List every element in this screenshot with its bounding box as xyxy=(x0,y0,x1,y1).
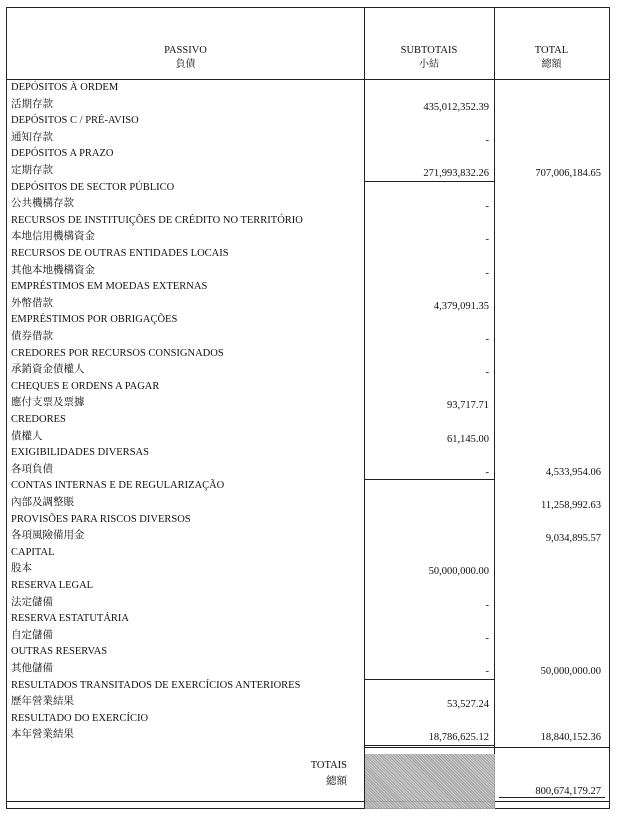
row-label: CREDORES POR RECURSOS CONSIGNADOS xyxy=(11,347,224,359)
header-total-label-zh: 總額 xyxy=(541,59,562,70)
subtotal-underline xyxy=(365,479,494,480)
subtotal-value: 50,000,000.00 xyxy=(428,566,489,578)
subtotal-value: 435,012,352.39 xyxy=(423,101,489,113)
header-subtotais-label-zh: 小結 xyxy=(419,59,439,70)
total-value: 18,840,152.36 xyxy=(540,732,601,744)
subtotal-value: - xyxy=(485,666,489,677)
row-label: 法定儲備 xyxy=(11,596,53,608)
subtotal-value: - xyxy=(485,234,489,246)
subtotal-value: - xyxy=(485,334,489,345)
grand-total-underline xyxy=(499,797,605,798)
row-label: DEPÓSITOS DE SECTOR PÚBLICO xyxy=(11,181,175,193)
subtotal-value: - xyxy=(485,466,489,478)
row-label: 外幣借款 xyxy=(11,297,53,309)
row-label: 本年營業結果 xyxy=(11,729,74,741)
row-label: 股本 xyxy=(11,563,32,575)
subtotal-value: 271,993,832.26 xyxy=(423,168,489,179)
row-label: CONTAS INTERNAS E DE REGULARIZAÇÃO xyxy=(11,480,225,492)
row-label: CREDORES xyxy=(11,414,66,425)
row-label: 應付支票及票據 xyxy=(11,397,85,409)
total-value: 9,034,895.57 xyxy=(545,533,601,545)
subtotal-value: 61,145.00 xyxy=(447,433,489,445)
row-label: 其他儲備 xyxy=(11,663,53,674)
row-label: EMPRÉSTIMOS POR OBRIGAÇÕES xyxy=(11,314,178,326)
row-label: 各項風險備用金 xyxy=(11,530,85,542)
subtotal-value: 18,786,625.12 xyxy=(428,732,489,744)
subtotal-value: - xyxy=(485,201,489,213)
header-passivo-label-zh: 負債 xyxy=(175,59,196,70)
header-passivo xyxy=(7,44,364,72)
subtotal-underline xyxy=(365,679,494,680)
row-label: 債券借款 xyxy=(11,331,53,342)
row-label: RESULTADOS TRANSITADOS DE EXERCÍCIOS ANTERIORES xyxy=(11,679,301,691)
subtotal-value: 93,717.71 xyxy=(447,400,489,412)
subtotal-value: 4,379,091.35 xyxy=(433,300,489,312)
subtotal-value: - xyxy=(485,632,489,644)
row-label: 各項負債 xyxy=(11,463,53,475)
total-value: 11,258,992.63 xyxy=(541,500,601,511)
row-label: EMPRÉSTIMOS EM MOEDAS EXTERNAS xyxy=(11,281,208,293)
subtotal-underline xyxy=(365,181,494,182)
totals-shaded-cell xyxy=(365,754,495,809)
row-label: 自定儲備 xyxy=(11,629,53,641)
balance-sheet-table xyxy=(6,7,610,809)
subtotal-value: - xyxy=(485,267,489,279)
row-label: 活期存款 xyxy=(11,98,53,110)
row-label: RECURSOS DE OUTRAS ENTIDADES LOCAIS xyxy=(11,248,229,259)
row-label: RESULTADO DO EXERCÍCIO xyxy=(11,712,149,724)
header-total xyxy=(494,44,609,72)
row-label: 公共機構存款 xyxy=(11,198,74,210)
column-divider xyxy=(494,8,495,808)
row-label: DEPÓSITOS À ORDEM xyxy=(11,82,119,93)
row-label: 本地信用機構資金 xyxy=(11,231,95,243)
totals-label-zh: 總額 xyxy=(326,776,347,787)
total-value: 707,006,184.65 xyxy=(535,168,601,179)
row-label: RESERVA ESTATUTÁRIA xyxy=(11,613,130,625)
totals-divider xyxy=(364,747,609,748)
row-label: DEPÓSITOS A PRAZO xyxy=(11,148,114,160)
header-subtotais xyxy=(364,44,494,72)
row-label: RECURSOS DE INSTITUIÇÕES DE CRÉDITO NO TERRITÓRIO xyxy=(11,214,303,226)
row-label: RESERVA LEGAL xyxy=(11,580,94,591)
bottom-rule xyxy=(7,801,609,802)
row-label: 承銷資金債權人 xyxy=(11,364,85,376)
row-label: 通知存款 xyxy=(11,131,53,143)
row-label: EXIGIBILIDADES DIVERSAS xyxy=(11,447,149,459)
row-label: DEPÓSITOS C / PRÉ-AVISO xyxy=(11,115,139,127)
subtotal-value: - xyxy=(485,134,489,146)
subtotal-value: 53,527.24 xyxy=(447,699,489,711)
totals-label: TOTAIS xyxy=(310,760,347,771)
header-passivo-label: PASSIVO xyxy=(164,45,207,56)
subtotal-value: - xyxy=(485,367,489,379)
subtotal-underline xyxy=(365,745,494,746)
row-label: 歷年營業結果 xyxy=(11,696,74,708)
row-label: 其他本地機構資金 xyxy=(11,264,95,276)
row-label: CHEQUES E ORDENS A PAGAR xyxy=(11,380,160,392)
row-label: 定期存款 xyxy=(11,165,53,176)
row-label: CAPITAL xyxy=(11,546,55,558)
row-label: PROVISÕES PARA RISCOS DIVERSOS xyxy=(11,513,191,525)
header-subtotais-label: SUBTOTAIS xyxy=(400,45,458,56)
grand-total-value: 800,674,179.27 xyxy=(535,786,601,797)
row-label: 債權人 xyxy=(11,430,43,442)
total-value: 50,000,000.00 xyxy=(540,666,601,677)
header-total-label: TOTAL xyxy=(534,45,569,56)
total-value: 4,533,954.06 xyxy=(545,466,601,478)
subtotal-value: - xyxy=(485,599,489,611)
row-label: 內部及調整賬 xyxy=(11,497,74,508)
row-label: OUTRAS RESERVAS xyxy=(11,646,108,658)
